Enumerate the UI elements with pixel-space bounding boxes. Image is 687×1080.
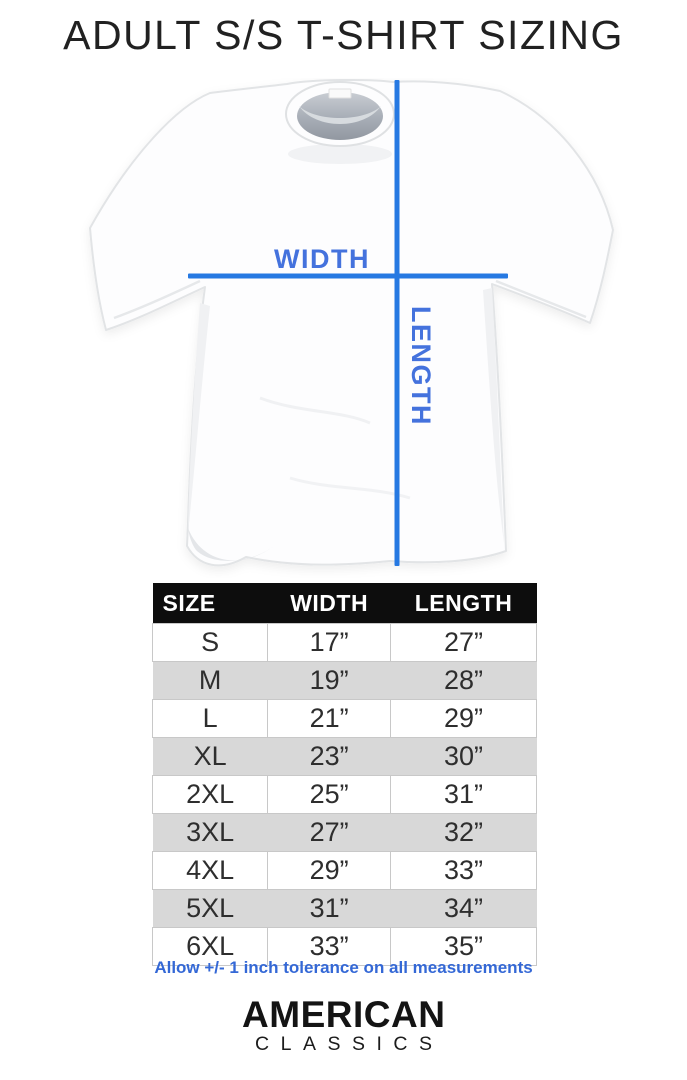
size-chart-header-row: [153, 583, 537, 624]
tshirt-graphic: [60, 78, 625, 578]
cell-width: 31”: [268, 890, 391, 928]
cell-size: M: [153, 662, 268, 700]
length-measure-line: [395, 80, 400, 566]
table-row-s: [153, 624, 537, 662]
cell-length: 30”: [391, 738, 537, 776]
cell-width: 23”: [268, 738, 391, 776]
neck-tag: [329, 89, 351, 98]
cell-size: 4XL: [153, 852, 268, 890]
cell-width: 29”: [268, 852, 391, 890]
brand-logo: [0, 996, 687, 1055]
cell-width: 17”: [268, 624, 391, 662]
cell-length: 31”: [391, 776, 537, 814]
table-row-l: [153, 700, 537, 738]
table-row-3xl: [153, 814, 537, 852]
table-row-4xl: [153, 852, 537, 890]
cell-size: 5XL: [153, 890, 268, 928]
cell-width: 33”: [268, 928, 391, 966]
page-title: ADULT S/S T-SHIRT SIZING: [63, 12, 624, 58]
tolerance-note: Allow +/- 1 inch tolerance on all measurements: [154, 958, 533, 977]
table-row-5xl: [153, 890, 537, 928]
cell-length: 33”: [391, 852, 537, 890]
column-header-length: LENGTH: [391, 583, 537, 624]
cell-length: 35”: [391, 928, 537, 966]
width-measure-line: [188, 274, 508, 279]
length-label: LENGTH: [406, 306, 436, 426]
cell-width: 19”: [268, 662, 391, 700]
brand-name-classics: CLASSICS: [255, 1033, 444, 1055]
shirt-measurement-diagram: [60, 78, 625, 578]
width-label: WIDTH: [274, 244, 370, 274]
cell-size: 6XL: [153, 928, 268, 966]
cell-size: XL: [153, 738, 268, 776]
table-row-m: [153, 662, 537, 700]
cell-width: 27”: [268, 814, 391, 852]
cell-length: 34”: [391, 890, 537, 928]
column-header-size: SIZE: [153, 583, 268, 624]
cell-length: 27”: [391, 624, 537, 662]
table-row-xl: [153, 738, 537, 776]
cell-length: 29”: [391, 700, 537, 738]
column-header-width: WIDTH: [268, 583, 391, 624]
cell-width: 25”: [268, 776, 391, 814]
cell-size: L: [153, 700, 268, 738]
cell-width: 21”: [268, 700, 391, 738]
size-chart-table: [152, 583, 537, 966]
cell-size: S: [153, 624, 268, 662]
cell-size: 3XL: [153, 814, 268, 852]
cell-size: 2XL: [153, 776, 268, 814]
table-row-2xl: [153, 776, 537, 814]
cell-length: 32”: [391, 814, 537, 852]
cell-length: 28”: [391, 662, 537, 700]
brand-name-american: AMERICAN: [242, 994, 446, 1035]
